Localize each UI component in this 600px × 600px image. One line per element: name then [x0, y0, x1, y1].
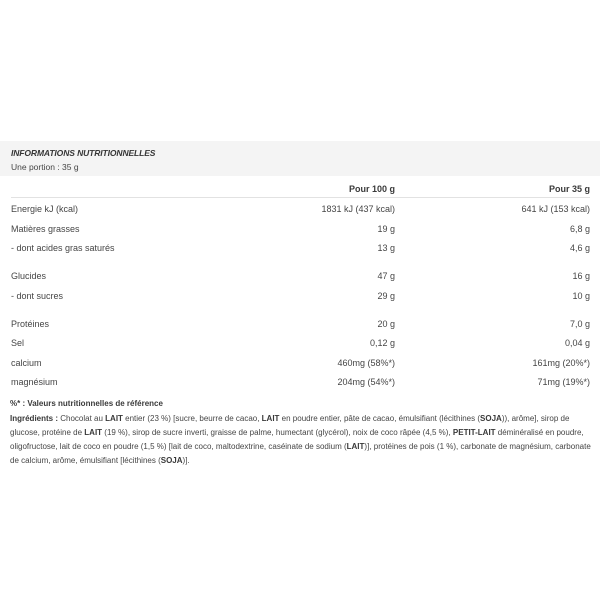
- table-row: [11, 239, 590, 259]
- row-label: Matières grasses: [11, 223, 80, 234]
- table-header-row: [11, 180, 590, 198]
- row-value-per35g: 0,04 g: [564, 338, 590, 349]
- ingredient-segment: en poudre entier, pâte de cacao, émulsifiant (lécithines (: [279, 414, 481, 423]
- ingredient-segment: )], protéines de pois (1 %), carbonate de magnésium, carbonate de calcium, arôme, émulsifiant [lécithines (: [10, 442, 591, 465]
- ingredient-segment: LAIT: [105, 414, 123, 423]
- ingredient-segment: )), arôme], sirop de glucose, protéine de: [10, 414, 570, 437]
- table-row: [11, 373, 590, 393]
- row-value-per35g: 16 g: [572, 271, 590, 282]
- row-label: - dont acides gras saturés: [11, 243, 115, 254]
- row-label: magnésium: [11, 377, 58, 388]
- ingredient-segment: LAIT: [346, 442, 365, 451]
- ingredient-segment: Ingrédients :: [10, 414, 59, 423]
- row-value-per35g: 7,0 g: [569, 318, 590, 329]
- row-value-per100g: 47 g: [377, 271, 395, 282]
- row-value-per100g: 1831 kJ (437 kcal): [321, 204, 395, 215]
- table-row: [11, 286, 590, 306]
- nutrition-header-title: INFORMATIONS NUTRITIONNELLES: [11, 148, 156, 158]
- table-row: [11, 353, 590, 373]
- ingredient-segment: LAIT: [261, 414, 280, 423]
- row-value-per35g: 10 g: [572, 290, 590, 301]
- row-value-per35g: 4,6 g: [569, 243, 590, 254]
- nutrition-header: [0, 141, 600, 176]
- portion-label: Une portion : 35 g: [11, 162, 79, 172]
- table-row: [11, 200, 590, 220]
- ingredient-segment: LAIT: [84, 428, 103, 437]
- row-value-per100g: 20 g: [377, 318, 395, 329]
- row-value-per35g: 641 kJ (153 kcal): [521, 204, 590, 215]
- nutrition-table: [11, 180, 590, 392]
- row-value-per100g: 29 g: [377, 290, 395, 301]
- ingredient-segment: déminéralisé en poudre, oligofructose, lait de coco en poudre (1,5 %) [lait de coco, maltodextrine, caséinate de sodium (: [10, 428, 584, 451]
- row-value-per35g: 71mg (19%*): [537, 377, 590, 388]
- column-header-per35g: Pour 35 g: [548, 183, 590, 194]
- row-label: Protéines: [11, 318, 50, 329]
- table-row: [11, 314, 590, 334]
- row-value-per35g: 6,8 g: [569, 223, 590, 234]
- row-label: Sel: [11, 338, 25, 349]
- ingredient-segment: (19 %), sirop de sucre inverti, graisse de palme, humectant (glycérol), noix de coco râpée (4,5 %),: [102, 428, 453, 437]
- row-label: calcium: [11, 357, 42, 368]
- row-label: Glucides: [11, 271, 47, 282]
- ingredient-segment: SOJA: [160, 456, 183, 465]
- column-header-per100g: Pour 100 g: [348, 183, 395, 194]
- row-value-per100g: 19 g: [377, 223, 395, 234]
- row-value-per35g: 161mg (20%*): [532, 357, 590, 368]
- row-value-per100g: 460mg (58%*): [337, 357, 395, 368]
- ingredient-segment: Chocolat au: [58, 414, 106, 423]
- row-value-per100g: 204mg (54%*): [337, 377, 395, 388]
- ingredient-segment: )].: [182, 456, 190, 465]
- row-label: - dont sucres: [11, 290, 64, 301]
- row-label: Energie kJ (kcal): [11, 204, 79, 215]
- ingredient-segment: entier (23 %) [sucre, beurre de cacao,: [122, 414, 262, 423]
- table-row: [11, 334, 590, 354]
- ingredients-paragraph: [10, 412, 591, 468]
- reference-values-footnote: %* : Valeurs nutritionnelles de référence: [10, 399, 163, 408]
- table-row: [11, 267, 590, 287]
- ingredient-segment: PETIT-LAIT: [452, 428, 496, 437]
- table-body: [11, 198, 590, 392]
- ingredient-segment: SOJA: [480, 414, 502, 423]
- table-row: [11, 219, 590, 239]
- row-value-per100g: 0,12 g: [369, 338, 395, 349]
- row-value-per100g: 13 g: [377, 243, 395, 254]
